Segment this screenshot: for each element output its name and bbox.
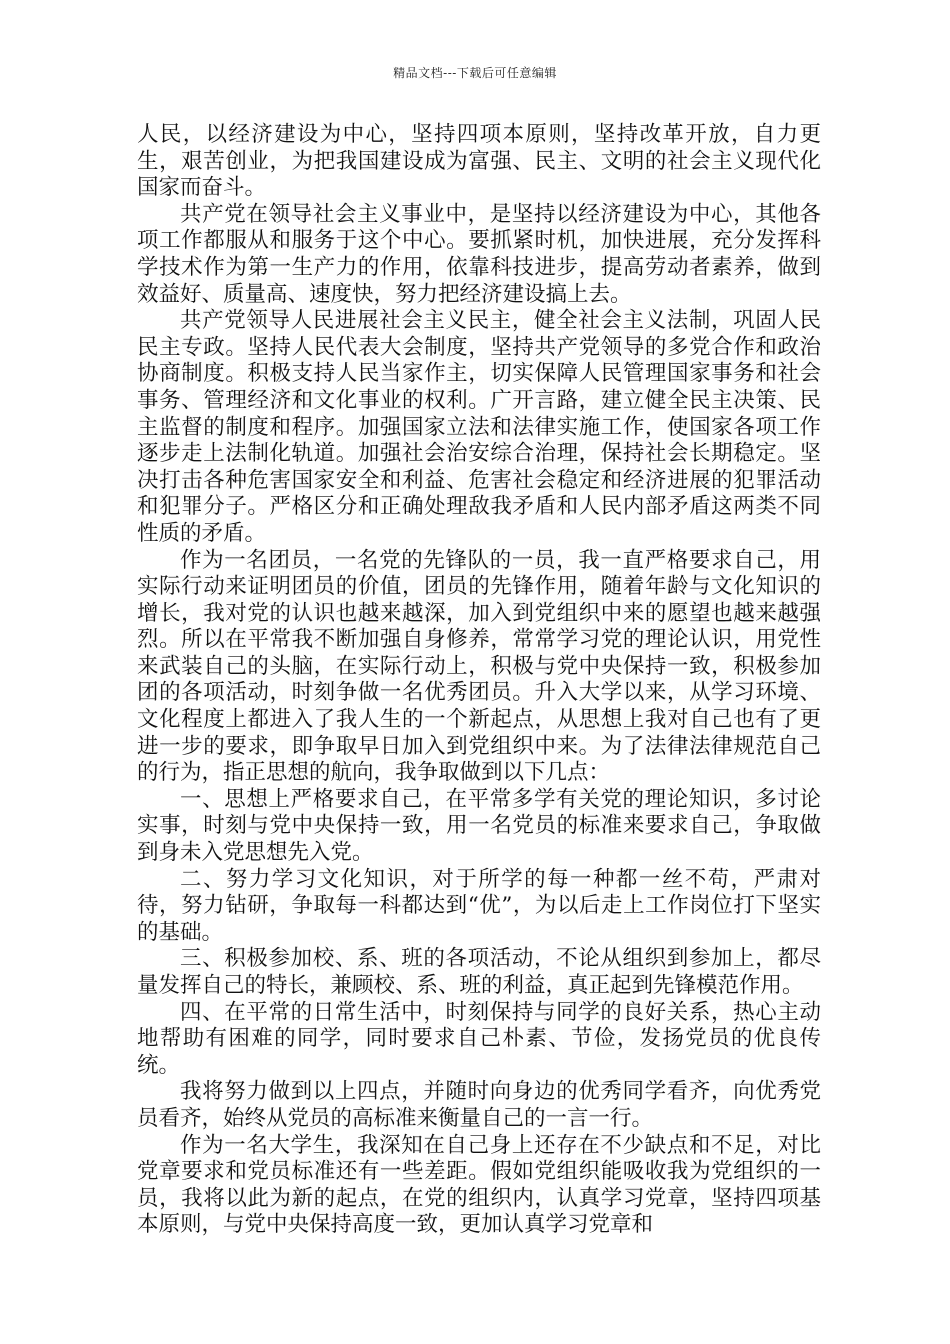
paragraph: 共产党领导人民进展社会主义民主，健全社会主义法制，巩固人民民主专政。坚持人民代表大会制度，坚持共产党领导的多党合作和政治协商制度。积极支持人民当家作主，切实保障人民管理国家事务和社会事务、管理经济和文化事业的权利。广开言路，建立健全民主决策、民主监督的制度和程序。加强国家立法和法律实施工作，使国家各项工作逐步走上法制化轨道。加强社会治安综合治理，保持社会长期稳定。坚决打击各种危害国家安全和利益、危害社会稳定和经济进展的犯罪活动和犯罪分子。严格区分和正确处理敌我矛盾和人民内部矛盾这两类不同性质的矛盾。 bbox=[137, 308, 821, 546]
paragraph: 三、积极参加校、系、班的各项活动，不论从组织到参加上，都尽量发挥自己的特长，兼顾校、系、班的利益，真正起到先锋模范作用。 bbox=[137, 946, 821, 998]
page-header: 精品文档---下载后可任意编辑 bbox=[393, 66, 557, 80]
paragraph: 人民，以经济建设为中心，坚持四项本原则，坚持改革开放，自力更生，艰苦创业，为把我国建设成为富强、民主、文明的社会主义现代化国家而奋斗。 bbox=[137, 122, 821, 201]
paragraph: 二、努力学习文化知识，对于所学的每一种都一丝不苟，严肃对待，努力钻研，争取每一科都达到“优”，为以后走上工作岗位打下坚实的基础。 bbox=[137, 866, 821, 945]
paragraph: 我将努力做到以上四点，并随时向身边的优秀同学看齐，向优秀党员看齐，始终从党员的高标准来衡量自己的一言一行。 bbox=[137, 1079, 821, 1131]
paragraph: 作为一名大学生，我深知在自己身上还存在不少缺点和不足，对比党章要求和党员标准还有一些差距。假如党组织能吸收我为党组织的一员，我将以此为新的起点，在党的组织内，认真学习党章，坚持四项基本原则，与党中央保持高度一致，更加认真学习党章和 bbox=[137, 1132, 821, 1238]
paragraph: 作为一名团员，一名党的先锋队的一员，我一直严格要求自己，用实际行动来证明团员的价值，团员的先锋作用，随着年龄与文化知识的增长，我对党的认识也越来越深，加入到党组织中来的愿望也越来越强烈。所以在平常我不断加强自身修养，常常学习党的理论认识，用党性来武装自己的头脑，在实际行动上，积极与党中央保持一致，积极参加团的各项活动，时刻争做一名优秀团员。升入大学以来，从学习环境、文化程度上都进入了我人生的一个新起点，从思想上我对自己也有了更进一步的要求，即争取早日加入到党组织中来。为了法律法律规范自己的行为，指正思想的航向，我争取做到以下几点： bbox=[137, 547, 821, 786]
paragraph: 四、在平常的日常生活中，时刻保持与同学的良好关系，热心主动地帮助有困难的同学，同时要求自己朴素、节俭，发扬党员的优良传统。 bbox=[137, 999, 821, 1078]
document-body bbox=[137, 122, 821, 1239]
paragraph: 共产党在领导社会主义事业中，是坚持以经济建设为中心，其他各项工作都服从和服务于这个中心。要抓紧时机，加快进展，充分发挥科学技术作为第一生产力的作用，依靠科技进步，提高劳动者素养，做到效益好、质量高、速度快，努力把经济建设搞上去。 bbox=[137, 201, 821, 307]
paragraph: 一、思想上严格要求自己，在平常多学有关党的理论知识，多讨论实事，时刻与党中央保持一致，用一名党员的标准来要求自己，争取做到身未入党思想先入党。 bbox=[137, 786, 821, 866]
